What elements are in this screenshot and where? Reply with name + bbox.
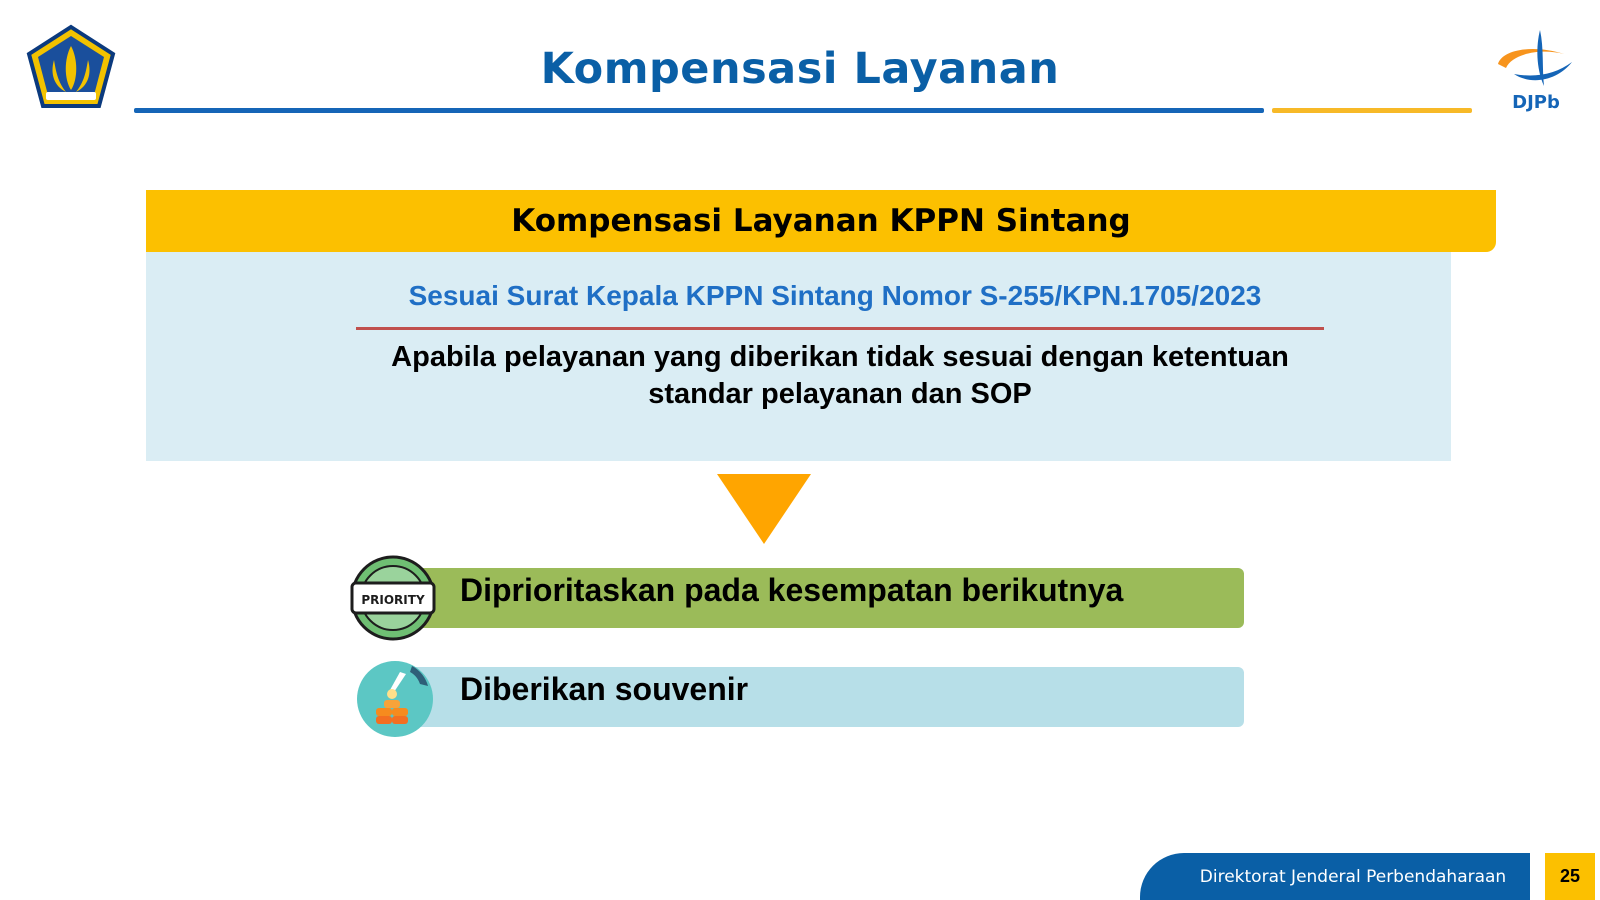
down-arrow-icon [717,474,811,544]
condition-line-2: standar pelayanan dan SOP [648,378,1032,410]
condition-text [300,339,1380,413]
reference-text: Sesuai Surat Kepala KPPN Sintang Nomor S-255/KPN.1705/2023 [408,280,1262,311]
djpb-logo-text: DJPb [1512,92,1560,113]
footer-organization: Direktorat Jenderal Perbendaharaan [1199,866,1507,887]
coin-hand-icon [356,660,434,738]
section-banner [146,190,1496,252]
title-underline-blue [134,108,1264,113]
reference-divider [356,327,1324,330]
condition-line-1: Apabila pelayanan yang diberikan tidak sesuai dengan ketentuan [391,341,1289,373]
section-banner-label: Kompensasi Layanan KPPN Sintang [511,203,1131,239]
compensation-label-priority: Diprioritaskan pada kesempatan berikutnya [460,572,1124,608]
page-title: Kompensasi Layanan [540,44,1060,94]
page-number: 25 [1545,853,1595,900]
priority-icon-text: PRIORITY [361,593,425,607]
priority-stamp-icon [349,555,437,641]
compensation-label-souvenir: Diberikan souvenir [460,671,749,707]
title-underline-yellow [1272,108,1472,113]
